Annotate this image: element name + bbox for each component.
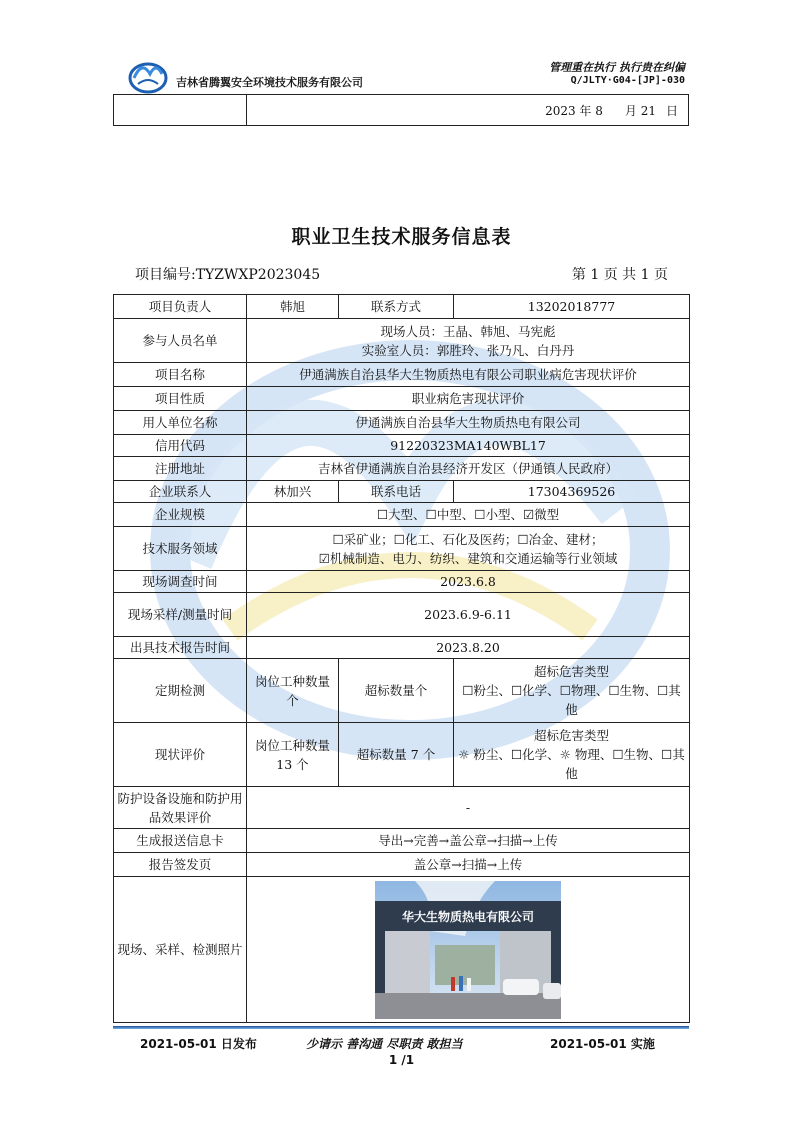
table-row [114, 295, 690, 319]
nature-value: 职业病危害现状评价 [247, 387, 690, 411]
date-year: 2023 年 8 [545, 103, 603, 118]
ent-contact-value: 林加兴 [247, 481, 339, 503]
ent-contact-label: 企业联系人 [114, 481, 247, 503]
footer-release-date: 2021-05-01 日发布 [140, 1037, 257, 1051]
field-value [247, 527, 690, 571]
credit-label: 信用代码 [114, 435, 247, 457]
employer-value: 伊通满族自治县华大生物质热电有限公司 [247, 411, 690, 435]
document-code: Q/JLTY·G04-[JP]-030 [570, 75, 685, 86]
info-table [113, 294, 690, 1023]
date-day: 日 [665, 103, 678, 118]
header-date [247, 95, 688, 125]
card-label: 生成报送信息卡 [114, 829, 247, 853]
field-line-2: ☑机械制造、电力、纺织、建筑和交通运输等行业领域 [318, 550, 618, 566]
table-row [114, 571, 690, 593]
members-lab: 实验室人员：郭胜玲、张乃凡、白丹丹 [361, 342, 575, 358]
sampling-label: 现场采样/测量时间 [114, 593, 247, 637]
header-slogan: 管理重在执行 执行贵在纠偏 [549, 61, 685, 74]
table-row [114, 593, 690, 637]
page-info: 第 1 页 共 1 页 [571, 267, 668, 283]
company-logo-icon [128, 56, 168, 96]
table-row [114, 411, 690, 435]
periodic-posts: 岗位工种数量个 [247, 659, 339, 723]
nature-label: 项目性质 [114, 387, 247, 411]
document-title: 职业卫生技术服务信息表 [291, 226, 512, 248]
sign-value: 盖公章→扫描→上传 [247, 853, 690, 877]
status-exceed: 超标数量 7 个 [339, 723, 454, 787]
footer-motto: 少请示 善沟通 尽职责 敢担当 [306, 1037, 463, 1051]
footer-page-number: 1 /1 [388, 1053, 415, 1067]
periodic-types-options: ☐粉尘、☐化学、☐物理、☐生物、☐其他 [462, 683, 681, 717]
photo-cell [247, 877, 690, 1023]
table-row [114, 829, 690, 853]
phone-label: 联系电话 [339, 481, 454, 503]
table-row [114, 363, 690, 387]
scale-label: 企业规模 [114, 503, 247, 527]
table-row [114, 387, 690, 411]
periodic-label: 定期检测 [114, 659, 247, 723]
periodic-exceed: 超标数量个 [339, 659, 454, 723]
header-empty-cell [114, 95, 247, 125]
survey-label: 现场调查时间 [114, 571, 247, 593]
protect-value: - [247, 787, 690, 829]
table-row [114, 853, 690, 877]
photo-label: 现场、采样、检测照片 [114, 877, 247, 1023]
phone-value: 17304369526 [454, 481, 690, 503]
sign-label: 报告签发页 [114, 853, 247, 877]
survey-value: 2023.6.8 [247, 571, 690, 593]
footer-divider [113, 1026, 689, 1029]
table-row [114, 481, 690, 503]
leader-label: 项目负责人 [114, 295, 247, 319]
table-row [114, 319, 690, 363]
table-row [114, 787, 690, 829]
footer-implement-date: 2021-05-01 实施 [550, 1037, 655, 1051]
table-row [114, 435, 690, 457]
project-name-label: 项目名称 [114, 363, 247, 387]
contact-value: 13202018777 [454, 295, 690, 319]
field-label: 技术服务领域 [114, 527, 247, 571]
protect-label: 防护设备设施和防护用品效果评价 [114, 787, 247, 829]
site-photo [375, 881, 561, 1019]
photo-gate-sign: 华大生物质热电有限公司 [401, 909, 535, 924]
table-row [114, 659, 690, 723]
company-name: 吉林省腾翼安全环境技术服务有限公司 [176, 76, 363, 89]
status-label: 现状评价 [114, 723, 247, 787]
status-types-title: 超标危害类型 [533, 728, 609, 743]
project-number: 项目编号:TYZWXP2023045 [135, 267, 321, 283]
contact-label: 联系方式 [339, 295, 454, 319]
credit-value: 91220323MA140WBL17 [247, 435, 690, 457]
table-row [114, 877, 690, 1023]
project-name-value: 伊通满族自治县华大生物质热电有限公司职业病危害现状评价 [247, 363, 690, 387]
address-value: 吉林省伊通满族自治县经济开发区（伊通镇人民政府） [247, 457, 690, 481]
table-row [114, 527, 690, 571]
status-types [454, 723, 690, 787]
periodic-types [454, 659, 690, 723]
leader-value: 韩旭 [247, 295, 339, 319]
table-row [114, 503, 690, 527]
employer-label: 用人单位名称 [114, 411, 247, 435]
status-posts: 岗位工种数量 13 个 [247, 723, 339, 787]
table-row [114, 723, 690, 787]
status-types-options: ☼ 粉尘、☐化学、☼ 物理、☐生物、☐其他 [458, 747, 685, 781]
field-line-1: ☐采矿业；☐化工、石化及医药；☐冶金、建材； [332, 531, 604, 547]
date-month: 月 21 [624, 103, 656, 118]
sampling-value: 2023.6.9-6.11 [247, 593, 690, 637]
table-row [114, 637, 690, 659]
card-value: 导出→完善→盖公章→扫描→上传 [247, 829, 690, 853]
report-label: 出具技术报告时间 [114, 637, 247, 659]
report-value: 2023.8.20 [247, 637, 690, 659]
periodic-types-title: 超标危害类型 [533, 664, 609, 679]
members-label: 参与人员名单 [114, 319, 247, 363]
header-date-table [113, 94, 689, 126]
scale-value: ☐大型、☐中型、☐小型、☑微型 [247, 503, 690, 527]
table-row [114, 457, 690, 481]
address-label: 注册地址 [114, 457, 247, 481]
members-value [247, 319, 690, 363]
members-field: 现场人员：王晶、韩旭、马宪彪 [380, 323, 556, 339]
